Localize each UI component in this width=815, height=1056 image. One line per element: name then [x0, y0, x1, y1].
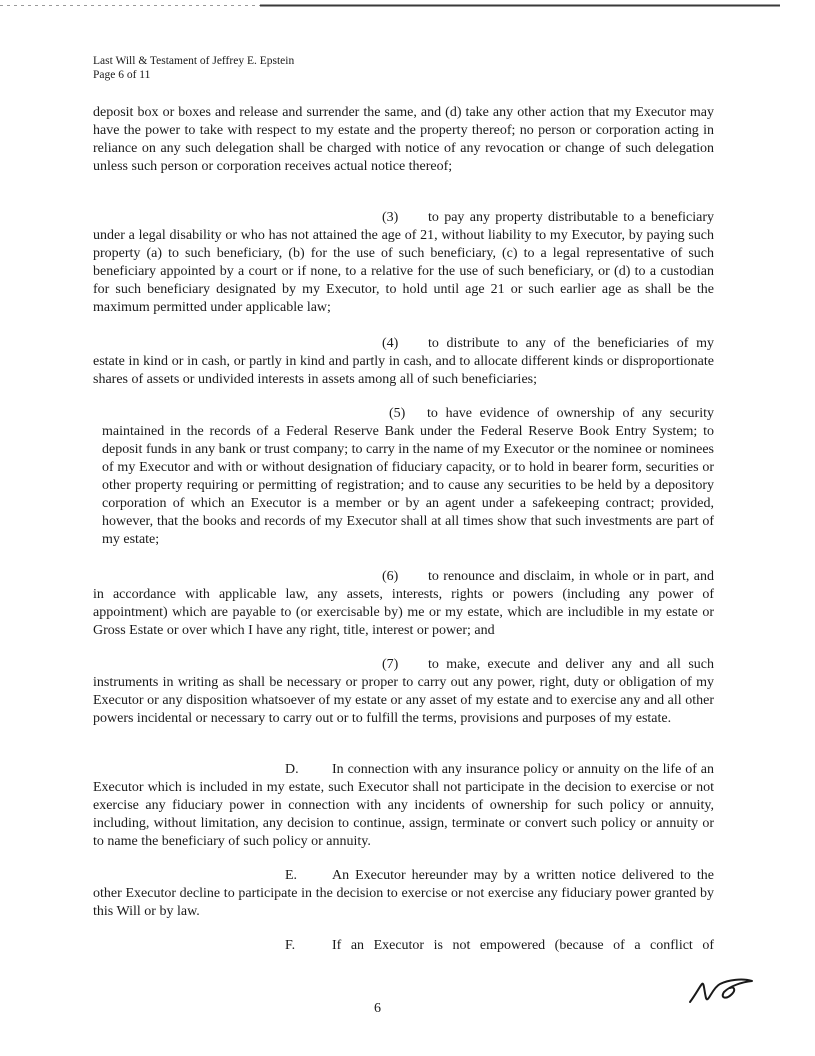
paragraph-item-3 — [93, 209, 714, 317]
section-letter: F. — [285, 938, 296, 953]
paragraph-item-5 — [102, 405, 714, 549]
page-header — [93, 54, 294, 82]
item-number: (5) — [389, 406, 406, 421]
page-number: 6 — [374, 1001, 381, 1016]
section-letter: D. — [285, 762, 299, 777]
paragraph-text: to make, execute and deliver any and all such instruments in writing as shall be necessary or proper to carry out any power, right, duty or obligation of my Executor or any disposition whatsoever of my estate or any asset of my estate and to exercise any and all other powers incidental or necessary to carry out or to fulfill the terms, provisions and purposes of my estate. — [93, 657, 714, 726]
paragraph-section-f — [93, 937, 714, 955]
paragraph-text: In connection with any insurance policy or annuity on the life of an Executor which is included in my estate, such Executor shall not participate in the decision to exercise or not exercise any fiduciary power in connection with any incidents of ownership for such policy or annuity, including, without limitation, any decision to continue, assign, terminate or convert such policy or annuity or to name the beneficiary of such policy or annuity. — [93, 762, 714, 849]
paragraph-item-6 — [93, 568, 714, 640]
paragraph-item-4 — [93, 335, 714, 389]
paragraph-continuation — [93, 104, 714, 176]
section-letter: E. — [285, 868, 298, 883]
paragraph-text: deposit box or boxes and release and surrender the same, and (d) take any other action that my Executor may have the power to take with respect to my estate and the property thereof; no person or corporation acting in reliance on any such delegation shall be charged with notice of any revocation or change of such delegation unless such person or corporation receives actual notice thereof; — [93, 105, 714, 174]
paragraph-text: to have evidence of ownership of any security maintained in the records of a Federal Reserve Bank under the Federal Reserve Book Entry System; to deposit funds in any bank or trust company; to carry in the name of my Executor or the nominee or nominees of my Executor and with or without designation of fiduciary capacity, or to hold in bearer form, securities or other property requiring or permitting of registration; and to cause any securities to be held by a depository corporation of which an Executor is a member or by an agent under a safekeeping contract; provided, however, that the books and records of my Executor shall at all times show that such investments are part of my estate; — [102, 406, 714, 547]
item-number: (3) — [382, 210, 399, 225]
document-title: Last Will & Testament of Jeffrey E. Epstein — [93, 55, 295, 67]
item-number: (7) — [382, 657, 399, 672]
item-number: (4) — [382, 336, 399, 351]
paragraph-text: An Executor hereunder may by a written notice delivered to the other Executor decline to participate in the decision to exercise or not exercise any fiduciary power granted by this Will or by law. — [93, 868, 714, 919]
paragraph-text: If an Executor is not empowered (because of a conflict of — [332, 938, 714, 953]
paragraph-section-d — [93, 761, 714, 851]
paragraph-section-e — [93, 867, 714, 921]
page-indicator: Page 6 of 11 — [93, 69, 151, 81]
paragraph-text: to distribute to any of the beneficiaries of my estate in kind or in cash, or partly in kind and partly in cash, and to allocate different kinds or disproportionate shares of assets or undivided interests in assets among all of such beneficiaries; — [93, 336, 714, 387]
paragraph-text: to renounce and disclaim, in whole or in part, and in accordance with applicable law, any assets, interests, rights or powers (including any power of appointment) which are payable to (or exercisable by) me or my estate, which are includible in my estate or Gross Estate or over which I have any right, title, interest or power; and — [93, 569, 714, 638]
item-number: (6) — [382, 569, 399, 584]
paragraph-text: to pay any property distributable to a beneficiary under a legal disability or who has not attained the age of 21, without liability to my Executor, by paying such property (a) to such beneficiary, (b) for the use of such beneficiary, (c) to a legal representative of such beneficiary appointed by a court or if none, to a relative for the use of such beneficiary, or (d) to a custodian for such beneficiary designated by my Executor, to hold until age 21 or such earlier age as shall be the maximum permitted under applicable law; — [93, 210, 714, 315]
handwritten-initials — [686, 972, 758, 1012]
paragraph-item-7 — [93, 656, 714, 728]
scan-artifact-line — [0, 4, 815, 7]
